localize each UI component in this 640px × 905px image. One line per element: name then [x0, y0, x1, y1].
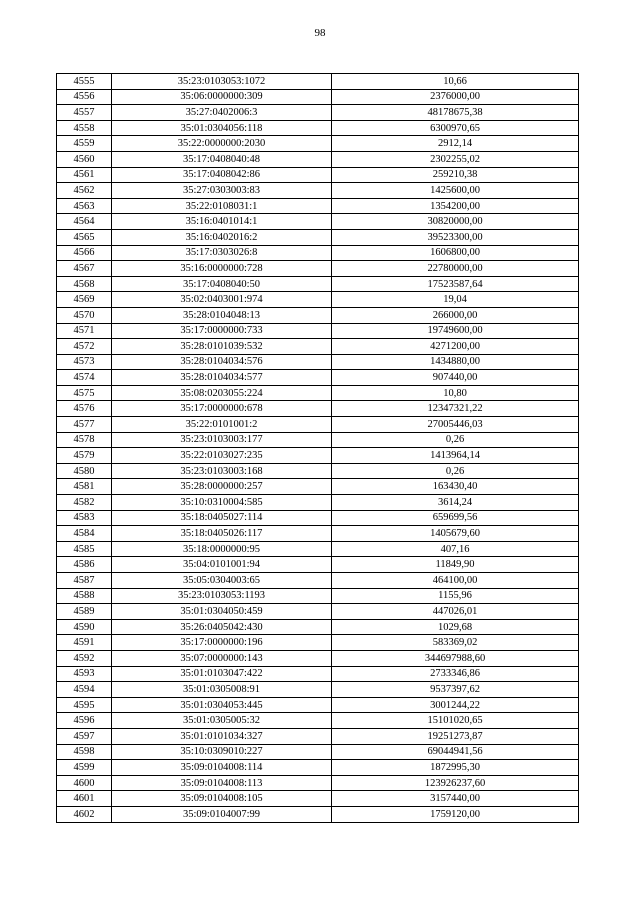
- table-row: [57, 432, 579, 448]
- table-row: [57, 650, 579, 666]
- cadastral-number-cell: 35:04:0101001:94: [112, 557, 332, 573]
- cadastral-number-cell: 35:18:0405026:117: [112, 526, 332, 542]
- table-row: [57, 448, 579, 464]
- table-row: [57, 463, 579, 479]
- table-row: [57, 151, 579, 167]
- cadastral-value-cell: 447026,01: [332, 604, 579, 620]
- table-row: [57, 323, 579, 339]
- row-number-cell: 4578: [57, 432, 112, 448]
- cadastral-value-cell: 344697988,60: [332, 650, 579, 666]
- cadastral-value-cell: 1606800,00: [332, 245, 579, 261]
- cadastral-value-cell: 2376000,00: [332, 89, 579, 105]
- cadastral-number-cell: 35:01:0304053:445: [112, 697, 332, 713]
- cadastral-value-cell: 407,16: [332, 541, 579, 557]
- cadastral-number-cell: 35:17:0303026:8: [112, 245, 332, 261]
- cadastral-value-cell: 3001244,22: [332, 697, 579, 713]
- cadastral-value-cell: 19251273,87: [332, 728, 579, 744]
- cadastral-number-cell: 35:28:0000000:257: [112, 479, 332, 495]
- cadastral-value-cell: 123926237,60: [332, 775, 579, 791]
- table-row: [57, 276, 579, 292]
- table-row: [57, 697, 579, 713]
- row-number-cell: 4572: [57, 339, 112, 355]
- row-number-cell: 4592: [57, 650, 112, 666]
- cadastral-number-cell: 35:16:0402016:2: [112, 229, 332, 245]
- cadastral-value-cell: 163430,40: [332, 479, 579, 495]
- row-number-cell: 4594: [57, 682, 112, 698]
- cadastral-value-cell: 1155,96: [332, 588, 579, 604]
- table-row: [57, 728, 579, 744]
- cadastral-number-cell: 35:16:0000000:728: [112, 261, 332, 277]
- cadastral-number-cell: 35:01:0304050:459: [112, 604, 332, 620]
- cadastral-value-cell: 583369,02: [332, 635, 579, 651]
- table-row: [57, 510, 579, 526]
- row-number-cell: 4564: [57, 214, 112, 230]
- table-row: [57, 588, 579, 604]
- row-number-cell: 4558: [57, 120, 112, 136]
- row-number-cell: 4567: [57, 261, 112, 277]
- cadastral-value-cell: 1354200,00: [332, 198, 579, 214]
- cadastral-value-cell: 19,04: [332, 292, 579, 308]
- table-row: [57, 401, 579, 417]
- cadastral-value-cell: 39523300,00: [332, 229, 579, 245]
- cadastral-number-cell: 35:16:0401014:1: [112, 214, 332, 230]
- row-number-cell: 4571: [57, 323, 112, 339]
- cadastral-value-cell: 907440,00: [332, 370, 579, 386]
- cadastral-number-cell: 35:23:0103003:168: [112, 463, 332, 479]
- cadastral-number-cell: 35:01:0101034:327: [112, 728, 332, 744]
- row-number-cell: 4587: [57, 573, 112, 589]
- cadastral-value-cell: 48178675,38: [332, 105, 579, 121]
- cadastral-number-cell: 35:23:0103053:1193: [112, 588, 332, 604]
- cadastral-number-cell: 35:01:0305005:32: [112, 713, 332, 729]
- table-row: [57, 635, 579, 651]
- row-number-cell: 4569: [57, 292, 112, 308]
- row-number-cell: 4574: [57, 370, 112, 386]
- cadastral-number-cell: 35:06:0000000:309: [112, 89, 332, 105]
- row-number-cell: 4597: [57, 728, 112, 744]
- table-row: [57, 370, 579, 386]
- table-row: [57, 385, 579, 401]
- cadastral-value-table: [56, 73, 579, 823]
- table-row: [57, 198, 579, 214]
- cadastral-number-cell: 35:27:0402006:3: [112, 105, 332, 121]
- cadastral-value-cell: 2302255,02: [332, 151, 579, 167]
- table-row: [57, 791, 579, 807]
- cadastral-value-cell: 10,80: [332, 385, 579, 401]
- cadastral-number-cell: 35:22:0108031:1: [112, 198, 332, 214]
- cadastral-value-cell: 1759120,00: [332, 806, 579, 822]
- row-number-cell: 4563: [57, 198, 112, 214]
- table-row: [57, 744, 579, 760]
- cadastral-number-cell: 35:22:0103027:235: [112, 448, 332, 464]
- cadastral-number-cell: 35:08:0203055:224: [112, 385, 332, 401]
- row-number-cell: 4589: [57, 604, 112, 620]
- cadastral-value-cell: 266000,00: [332, 307, 579, 323]
- cadastral-number-cell: 35:27:0303003:83: [112, 183, 332, 199]
- cadastral-number-cell: 35:26:0405042:430: [112, 619, 332, 635]
- row-number-cell: 4561: [57, 167, 112, 183]
- cadastral-number-cell: 35:01:0103047:422: [112, 666, 332, 682]
- cadastral-value-cell: 10,66: [332, 74, 579, 90]
- row-number-cell: 4583: [57, 510, 112, 526]
- table-row: [57, 479, 579, 495]
- cadastral-number-cell: 35:17:0408040:50: [112, 276, 332, 292]
- table-row: [57, 229, 579, 245]
- cadastral-value-cell: 1425600,00: [332, 183, 579, 199]
- row-number-cell: 4560: [57, 151, 112, 167]
- row-number-cell: 4599: [57, 760, 112, 776]
- row-number-cell: 4591: [57, 635, 112, 651]
- table-row: [57, 245, 579, 261]
- row-number-cell: 4556: [57, 89, 112, 105]
- row-number-cell: 4568: [57, 276, 112, 292]
- cadastral-value-cell: 4271200,00: [332, 339, 579, 355]
- table-row: [57, 417, 579, 433]
- cadastral-value-cell: 1029,68: [332, 619, 579, 635]
- row-number-cell: 4586: [57, 557, 112, 573]
- table-row: [57, 713, 579, 729]
- table-body: [57, 74, 579, 823]
- row-number-cell: 4579: [57, 448, 112, 464]
- table-row: [57, 682, 579, 698]
- row-number-cell: 4582: [57, 495, 112, 511]
- cadastral-number-cell: 35:22:0101001:2: [112, 417, 332, 433]
- table-row: [57, 760, 579, 776]
- cadastral-number-cell: 35:01:0304056:118: [112, 120, 332, 136]
- table-row: [57, 526, 579, 542]
- cadastral-number-cell: 35:18:0000000:95: [112, 541, 332, 557]
- row-number-cell: 4566: [57, 245, 112, 261]
- row-number-cell: 4581: [57, 479, 112, 495]
- table-row: [57, 167, 579, 183]
- cadastral-number-cell: 35:17:0000000:678: [112, 401, 332, 417]
- cadastral-number-cell: 35:17:0408040:48: [112, 151, 332, 167]
- cadastral-value-cell: 3157440,00: [332, 791, 579, 807]
- cadastral-number-cell: 35:09:0104008:113: [112, 775, 332, 791]
- cadastral-number-cell: 35:01:0305008:91: [112, 682, 332, 698]
- cadastral-value-cell: 0,26: [332, 463, 579, 479]
- cadastral-value-cell: 17523587,64: [332, 276, 579, 292]
- row-number-cell: 4559: [57, 136, 112, 152]
- row-number-cell: 4584: [57, 526, 112, 542]
- cadastral-value-cell: 464100,00: [332, 573, 579, 589]
- row-number-cell: 4595: [57, 697, 112, 713]
- table-row: [57, 261, 579, 277]
- cadastral-number-cell: 35:09:0104008:105: [112, 791, 332, 807]
- cadastral-value-cell: 69044941,56: [332, 744, 579, 760]
- cadastral-value-cell: 22780000,00: [332, 261, 579, 277]
- row-number-cell: 4600: [57, 775, 112, 791]
- row-number-cell: 4555: [57, 74, 112, 90]
- table-row: [57, 292, 579, 308]
- table-row: [57, 120, 579, 136]
- table-row: [57, 604, 579, 620]
- table-row: [57, 89, 579, 105]
- cadastral-number-cell: 35:09:0104008:114: [112, 760, 332, 776]
- cadastral-number-cell: 35:28:0104034:576: [112, 354, 332, 370]
- cadastral-number-cell: 35:22:0000000:2030: [112, 136, 332, 152]
- cadastral-value-cell: 1434880,00: [332, 354, 579, 370]
- table-row: [57, 74, 579, 90]
- cadastral-number-cell: 35:23:0103053:1072: [112, 74, 332, 90]
- cadastral-number-cell: 35:17:0408042:86: [112, 167, 332, 183]
- cadastral-value-cell: 15101020,65: [332, 713, 579, 729]
- row-number-cell: 4585: [57, 541, 112, 557]
- row-number-cell: 4588: [57, 588, 112, 604]
- row-number-cell: 4580: [57, 463, 112, 479]
- cadastral-number-cell: 35:18:0405027:114: [112, 510, 332, 526]
- row-number-cell: 4598: [57, 744, 112, 760]
- cadastral-number-cell: 35:28:0104034:577: [112, 370, 332, 386]
- cadastral-value-cell: 2733346,86: [332, 666, 579, 682]
- row-number-cell: 4596: [57, 713, 112, 729]
- cadastral-number-cell: 35:10:0309010:227: [112, 744, 332, 760]
- cadastral-value-cell: 259210,38: [332, 167, 579, 183]
- row-number-cell: 4590: [57, 619, 112, 635]
- cadastral-number-cell: 35:02:0403001:974: [112, 292, 332, 308]
- row-number-cell: 4565: [57, 229, 112, 245]
- table-row: [57, 557, 579, 573]
- cadastral-value-cell: 659699,56: [332, 510, 579, 526]
- page-number: 98: [314, 27, 326, 39]
- cadastral-value-cell: 2912,14: [332, 136, 579, 152]
- table-row: [57, 573, 579, 589]
- table-row: [57, 354, 579, 370]
- cadastral-number-cell: 35:05:0304003:65: [112, 573, 332, 589]
- cadastral-number-cell: 35:17:0000000:196: [112, 635, 332, 651]
- cadastral-value-cell: 9537397,62: [332, 682, 579, 698]
- table-row: [57, 307, 579, 323]
- cadastral-value-cell: 30820000,00: [332, 214, 579, 230]
- row-number-cell: 4573: [57, 354, 112, 370]
- row-number-cell: 4562: [57, 183, 112, 199]
- cadastral-value-cell: 11849,90: [332, 557, 579, 573]
- table-row: [57, 214, 579, 230]
- cadastral-value-cell: 1872995,30: [332, 760, 579, 776]
- table-row: [57, 339, 579, 355]
- row-number-cell: 4575: [57, 385, 112, 401]
- cadastral-value-cell: 1405679,60: [332, 526, 579, 542]
- table-row: [57, 105, 579, 121]
- cadastral-number-cell: 35:28:0104048:13: [112, 307, 332, 323]
- row-number-cell: 4577: [57, 417, 112, 433]
- cadastral-value-cell: 0,26: [332, 432, 579, 448]
- cadastral-number-cell: 35:10:0310004:585: [112, 495, 332, 511]
- table-row: [57, 666, 579, 682]
- cadastral-value-cell: 19749600,00: [332, 323, 579, 339]
- cadastral-number-cell: 35:28:0101039:532: [112, 339, 332, 355]
- cadastral-number-cell: 35:17:0000000:733: [112, 323, 332, 339]
- cadastral-value-cell: 6300970,65: [332, 120, 579, 136]
- table-row: [57, 806, 579, 822]
- cadastral-value-cell: 27005446,03: [332, 417, 579, 433]
- row-number-cell: 4570: [57, 307, 112, 323]
- table-row: [57, 775, 579, 791]
- cadastral-value-cell: 1413964,14: [332, 448, 579, 464]
- table-row: [57, 495, 579, 511]
- row-number-cell: 4601: [57, 791, 112, 807]
- table-row: [57, 541, 579, 557]
- table-row: [57, 619, 579, 635]
- cadastral-value-cell: 3614,24: [332, 495, 579, 511]
- row-number-cell: 4557: [57, 105, 112, 121]
- cadastral-number-cell: 35:23:0103003:177: [112, 432, 332, 448]
- row-number-cell: 4593: [57, 666, 112, 682]
- cadastral-number-cell: 35:09:0104007:99: [112, 806, 332, 822]
- row-number-cell: 4576: [57, 401, 112, 417]
- cadastral-number-cell: 35:07:0000000:143: [112, 650, 332, 666]
- table-row: [57, 183, 579, 199]
- cadastral-value-cell: 12347321,22: [332, 401, 579, 417]
- row-number-cell: 4602: [57, 806, 112, 822]
- table-row: [57, 136, 579, 152]
